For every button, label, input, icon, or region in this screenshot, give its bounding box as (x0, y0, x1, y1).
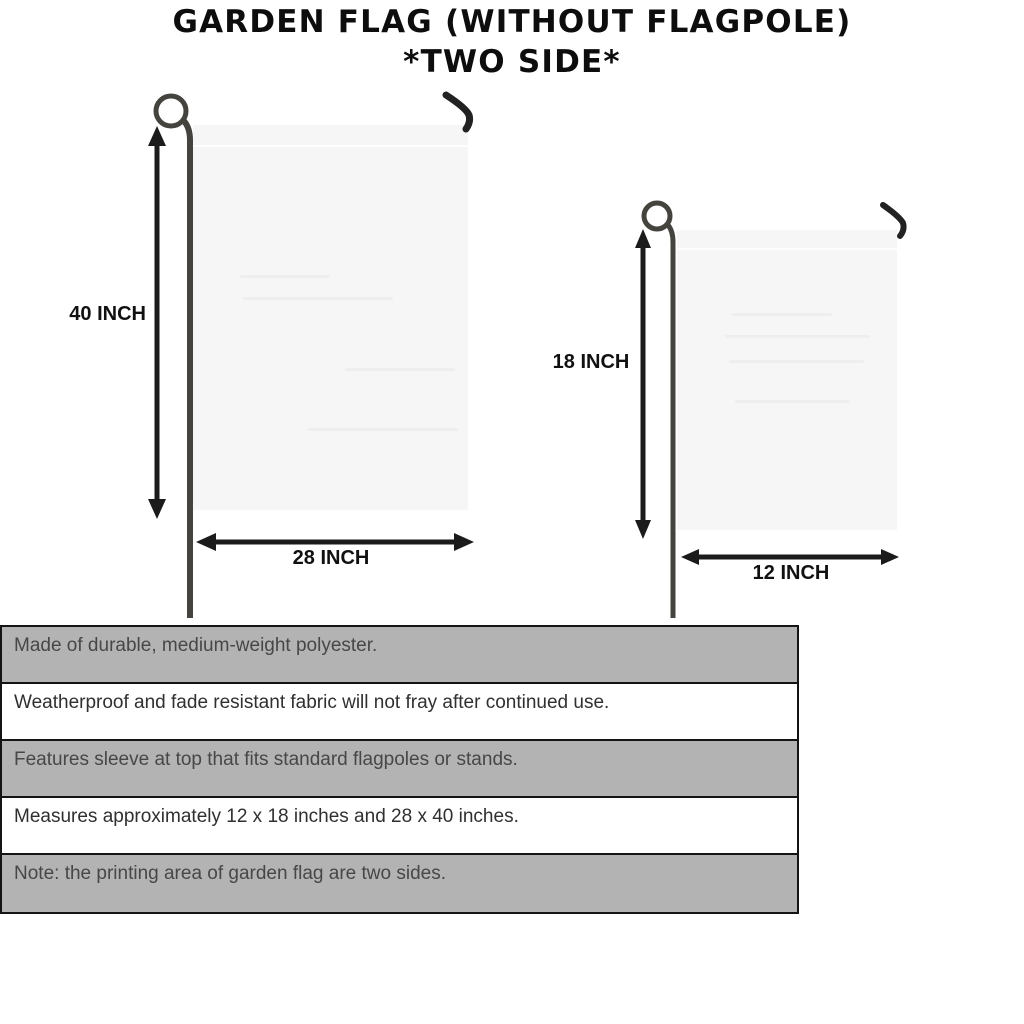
flagpole-large (156, 96, 190, 618)
spec-row-measures: Measures approximately 12 x 18 inches and 28 x 40 inches. (2, 798, 797, 855)
large-flag-height-label: 40 INCH (69, 303, 146, 325)
flag-clip-icon (446, 95, 470, 129)
small-flag-width-label: 12 INCH (752, 562, 830, 584)
flag-clip-icon (883, 205, 904, 236)
spec-row-weatherproof: Weatherproof and fade resistant fabric will not fray after continued use. (2, 684, 797, 741)
spec-row-note: Note: the printing area of garden flag are two sides. (2, 855, 797, 912)
pole-loop-icon (156, 96, 186, 126)
pole-rod (668, 225, 673, 618)
height-arrow-small (635, 229, 651, 539)
large-flag-width-label: 28 INCH (292, 547, 370, 569)
title-line-2: *TWO SIDE* (403, 44, 621, 80)
spec-table (0, 625, 799, 914)
spec-row-material: Made of durable, medium-weight polyester. (2, 627, 797, 684)
pole-loop-icon (644, 203, 670, 229)
spec-row-sleeve: Features sleeve at top that fits standard flagpoles or stands. (2, 741, 797, 798)
title-line-1: GARDEN FLAG (WITHOUT FLAGPOLE) (172, 4, 852, 40)
flagpole-small (644, 203, 673, 618)
height-arrow-large (148, 126, 166, 519)
pole-rod (184, 121, 190, 618)
small-flag-height-label: 18 INCH (552, 351, 630, 373)
